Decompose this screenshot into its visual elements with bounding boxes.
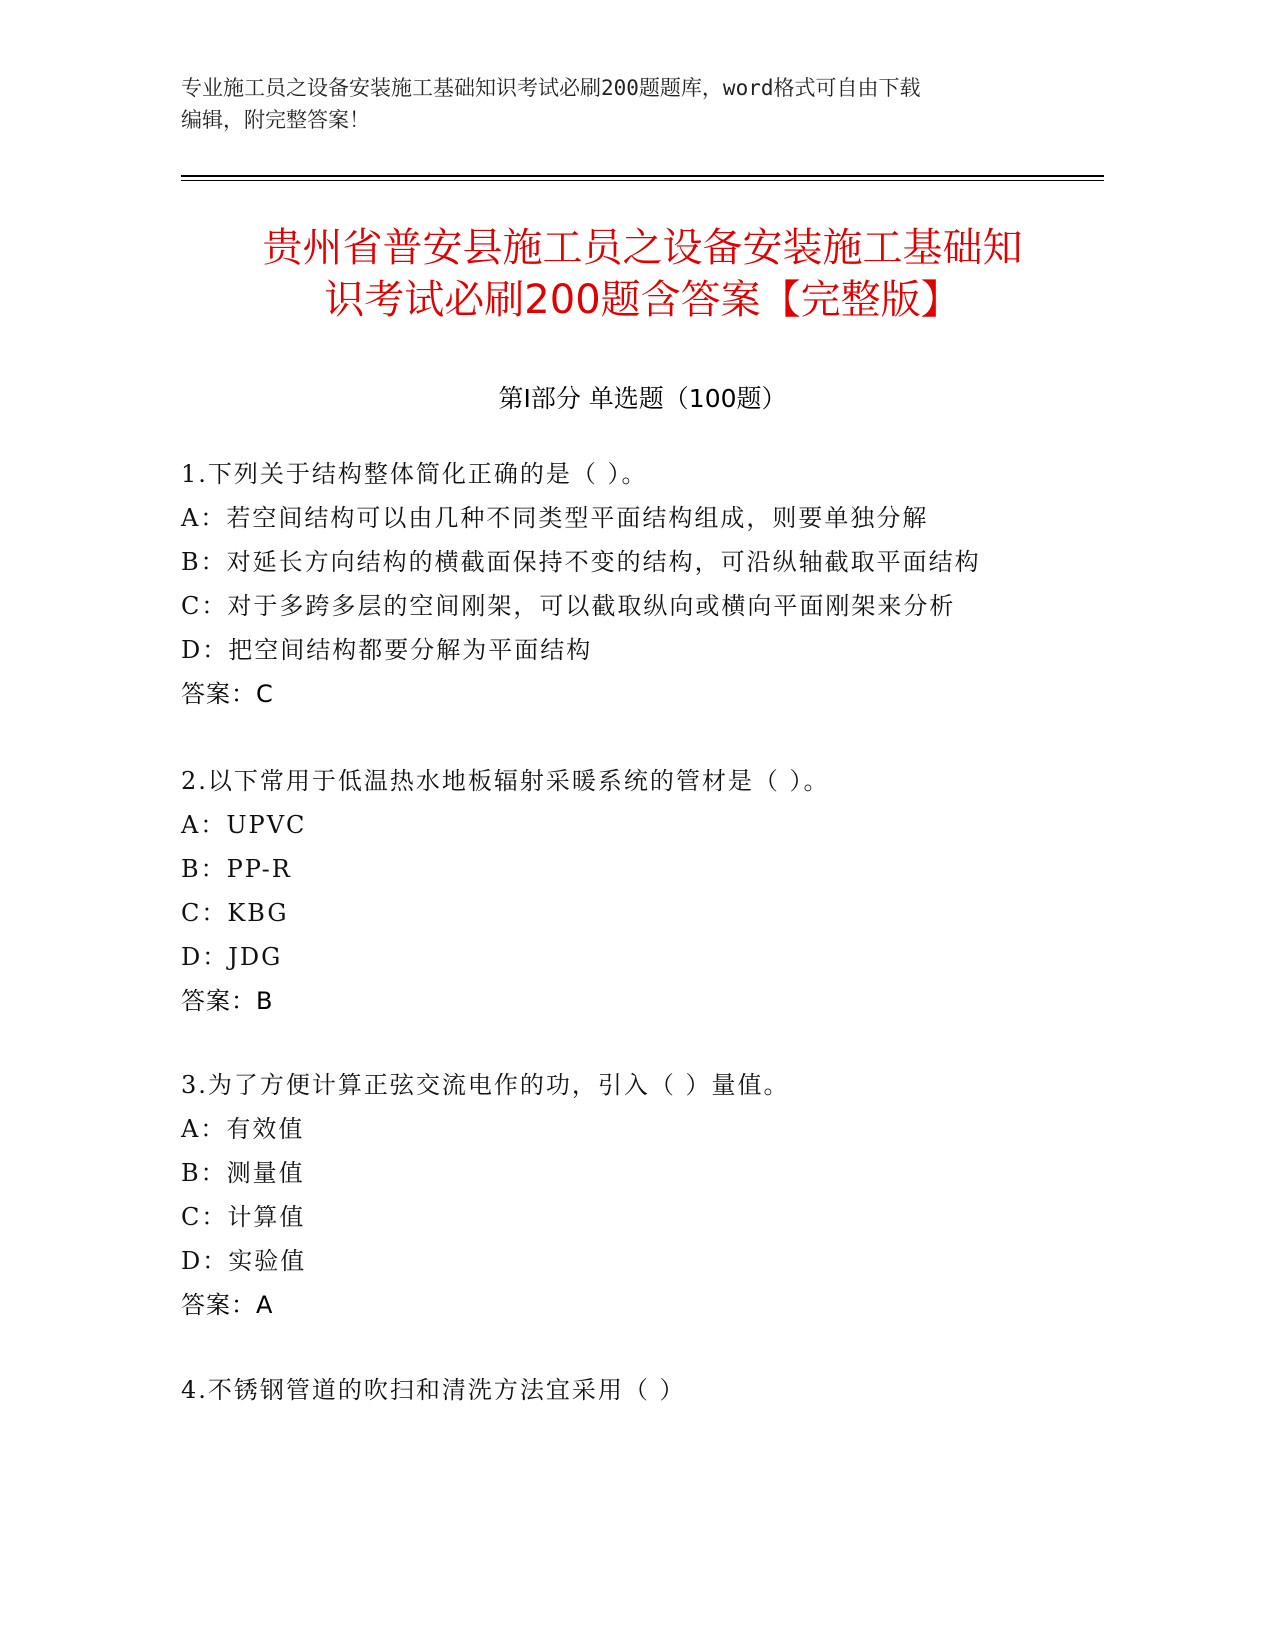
answer: 答案：C [181,680,274,708]
document-title-line-2: 识考试必刷200题含答案【完整版】 [324,277,961,323]
question-1 [181,452,1104,716]
answer: 答案：A [181,1291,274,1319]
header-note [181,72,1081,136]
question-3 [181,1063,1104,1327]
header-note-line-2: 编辑，附完整答案！ [181,108,370,132]
question-2 [181,759,1104,1023]
section-title: 第Ⅰ部分 单选题（100题） [498,384,787,413]
question-stem: 2.以下常用于低温热水地板辐射采暖系统的管材是（ ）。 [181,767,830,795]
header-note-line-1: 专业施工员之设备安装施工基础知识考试必刷200题题库，word格式可自由下载 [181,76,921,100]
option-a: A：UPVC [181,811,307,839]
header-divider-thin [181,180,1104,181]
option-b: B：测量值 [181,1159,305,1187]
option-d: D：实验值 [181,1247,307,1275]
question-stem: 1.下列关于结构整体简化正确的是（ ）。 [181,460,648,488]
document-title [181,222,1104,326]
option-d: D：把空间结构都要分解为平面结构 [181,636,593,664]
option-d: D：JDG [181,943,283,971]
option-b: B：对延长方向结构的横截面保持不变的结构，可沿纵轴截取平面结构 [181,548,981,576]
option-c: C：对于多跨多层的空间刚架，可以截取纵向或横向平面刚架来分析 [181,592,956,620]
option-a: A：有效值 [181,1115,305,1143]
question-stem: 3.为了方便计算正弦交流电作的功，引入（ ）量值。 [181,1071,790,1099]
option-b: B：PP-R [181,855,292,883]
option-c: C：计算值 [181,1203,306,1231]
question-stem: 4.不锈钢管道的吹扫和清洗方法宜采用（ ） [181,1376,686,1404]
option-c: C：KBG [181,899,289,927]
option-a: A：若空间结构可以由几种不同类型平面结构组成，则要单独分解 [181,504,929,532]
document-title-line-1: 贵州省普安县施工员之设备安装施工基础知 [262,225,1023,271]
question-4 [181,1368,1104,1412]
header-divider-thick [181,175,1104,177]
answer: 答案：B [181,987,274,1015]
